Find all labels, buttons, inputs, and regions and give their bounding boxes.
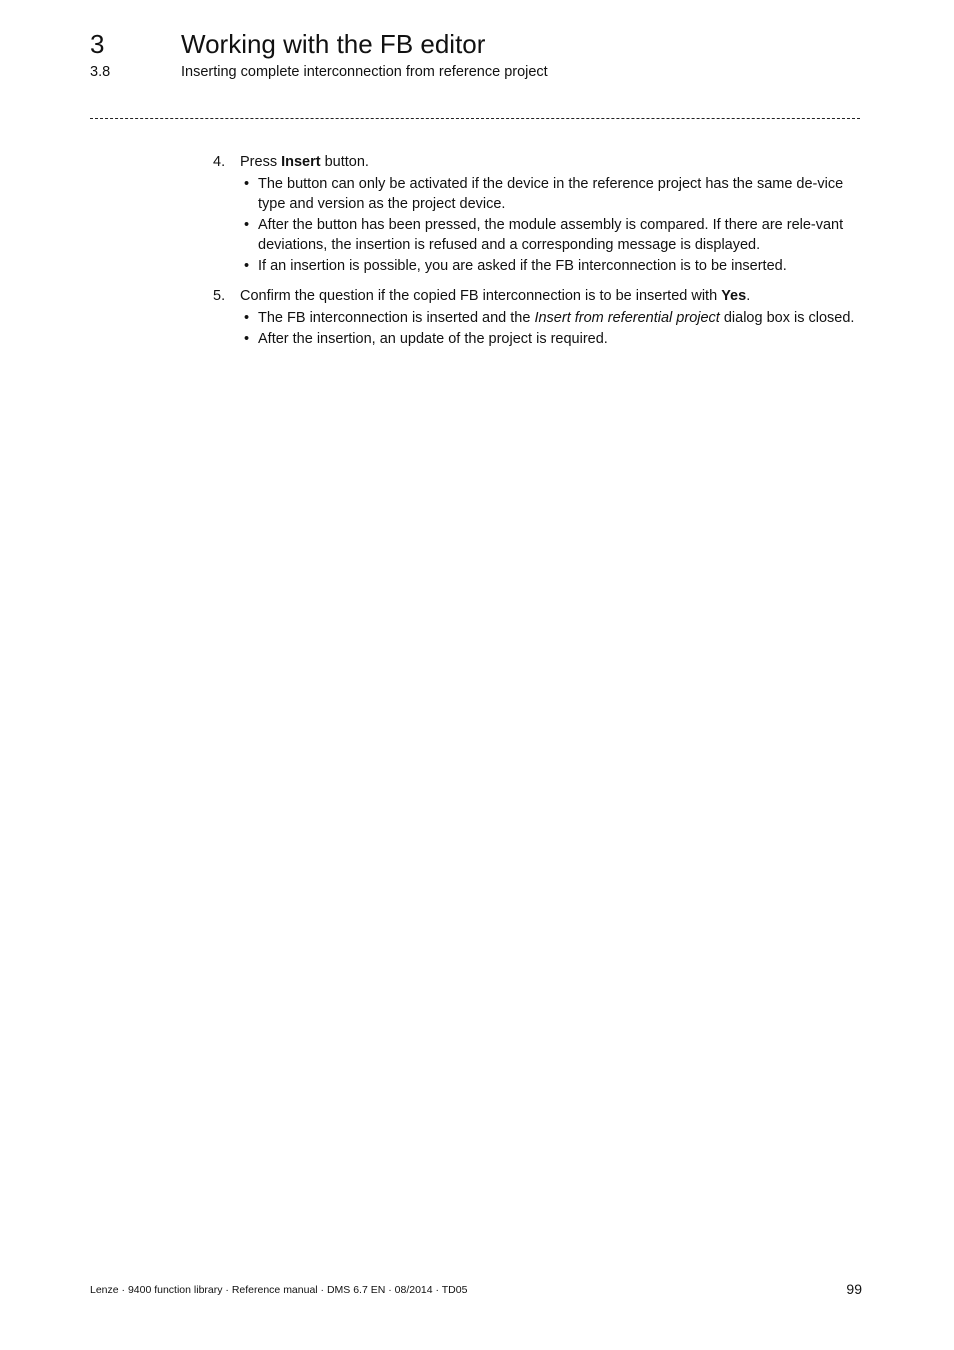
bullet-list (240, 308, 863, 349)
list-item: • If an insertion is possible, you are asked if the FB interconnection is to be inserted. (244, 258, 787, 274)
section-number: 3.8 (90, 64, 111, 80)
bullet-list (240, 174, 863, 276)
bullet-icon: • (244, 217, 250, 233)
yes-button-label: Yes (721, 288, 747, 304)
list-item: • The FB interconnection is inserted and the Insert from referential project dialog box is closed. (244, 310, 855, 326)
bullet-icon: • (244, 310, 250, 326)
main-content (213, 152, 863, 356)
list-item: • The button can only be activated if the device in the reference project has the same de-vice type and version as the project device. (244, 176, 844, 212)
chapter-number: 3 (90, 29, 105, 59)
step-5 (213, 286, 863, 349)
section-title: Inserting complete interconnection from reference project (181, 64, 548, 80)
footer-text: Lenze · 9400 function library · Reference manual · DMS 6.7 EN · 08/2014 · TD05 (90, 1284, 468, 1296)
header-separator (90, 118, 860, 119)
bullet-icon: • (244, 176, 250, 192)
step-number: 4. (213, 154, 226, 170)
list-item: • After the button has been pressed, the module assembly is compared. If there are rele-vant deviations, the insertion is refused and a corresponding message is displayed. (244, 217, 844, 253)
page-number: 99 (846, 1281, 862, 1297)
bullet-icon: • (244, 258, 250, 274)
chapter-title: Working with the FB editor (181, 29, 486, 59)
list-item: • After the insertion, an update of the project is required. (244, 331, 608, 347)
insert-button-label: Insert (281, 154, 321, 170)
step-text: Press Insert button. (240, 154, 369, 170)
step-text: Confirm the question if the copied FB interconnection is to be inserted with Yes. (240, 288, 751, 304)
step-number: 5. (213, 288, 226, 304)
step-4 (213, 152, 863, 276)
dialog-name: Insert from referential project (534, 310, 720, 326)
bullet-icon: • (244, 331, 250, 347)
